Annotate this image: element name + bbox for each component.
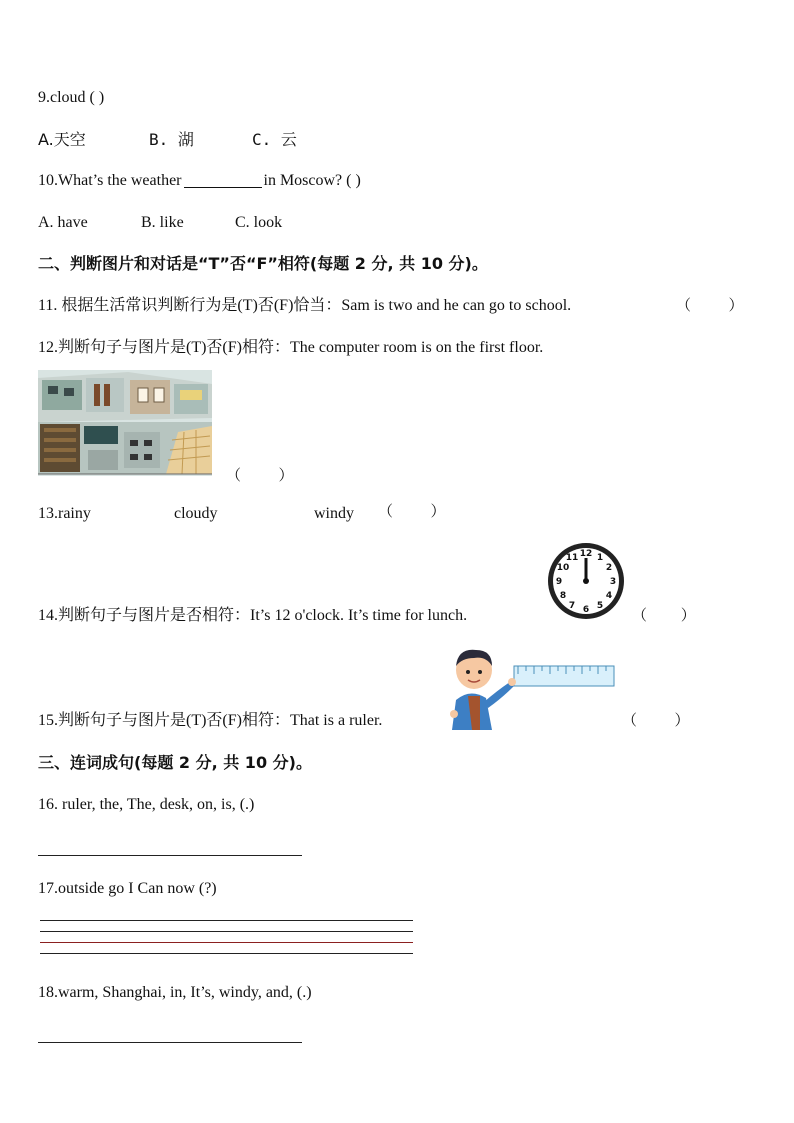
svg-text:7: 7: [568, 601, 576, 611]
q9-option-a: A.天空: [38, 130, 86, 149]
section-3-title: 三、连词成句(每题 2 分, 共 10 分)。: [38, 753, 312, 772]
q9-option-c: C. 云: [252, 130, 297, 149]
svg-text:10: 10: [556, 563, 570, 573]
q18-answer-line[interactable]: [38, 1042, 302, 1043]
svg-text:5: 5: [596, 601, 604, 611]
q14-stem: 14.判断句子与图片是否相符：It’s 12 o'clock. It’s time for lunch.: [38, 607, 468, 624]
q13-word-rainy: 13.rainy: [38, 505, 91, 522]
q15-answer-paren[interactable]: （ ）: [622, 713, 690, 729]
svg-text:1: 1: [596, 553, 604, 563]
q12-answer-paren[interactable]: （ ）: [226, 468, 294, 484]
q13-word-windy: windy: [314, 505, 354, 522]
svg-text:8: 8: [559, 591, 567, 601]
q17-stem: 17.outside go I Can now (?): [38, 880, 217, 897]
q10-blank[interactable]: [184, 171, 262, 188]
svg-text:2: 2: [605, 563, 613, 573]
q13-word-cloudy: cloudy: [174, 505, 218, 522]
q17-line-3: [40, 942, 413, 943]
svg-text:6: 6: [582, 605, 590, 615]
q17-line-2: [40, 931, 413, 932]
q9-option-b: B. 湖: [149, 130, 194, 149]
q10-stem-before: 10.What’s the weather: [38, 172, 182, 189]
boy-pointing-ruler-image: [446, 644, 618, 730]
svg-text:12: 12: [579, 549, 593, 559]
q10-stem-after: in Moscow? ( ): [263, 172, 361, 189]
q10-stem: [38, 171, 361, 191]
q10-option-c: C. look: [235, 214, 283, 231]
q17-line-1: [40, 920, 413, 921]
svg-text:4: 4: [605, 591, 613, 601]
q13-answer-paren[interactable]: （ ）: [378, 504, 446, 520]
q17-line-4: [40, 953, 413, 954]
q10-option-b: B. like: [141, 214, 184, 231]
q18-stem: 18.warm, Shanghai, in, It’s, windy, and, (.): [38, 984, 312, 1001]
q11-stem: 11. 根据生活常识判断行为是(T)否(F)恰当：Sam is two and he can go to school.: [38, 297, 572, 314]
q16-stem: 16. ruler, the, The, desk, on, is, (.): [38, 796, 255, 813]
school-building-image: [38, 370, 212, 476]
q16-answer-line[interactable]: [38, 855, 302, 856]
clock-icon: [546, 540, 626, 622]
q14-answer-paren[interactable]: （ ）: [632, 608, 696, 624]
svg-text:9: 9: [555, 577, 563, 587]
q15-stem: 15.判断句子与图片是(T)否(F)相符：That is a ruler.: [38, 712, 383, 729]
svg-text:3: 3: [609, 577, 617, 587]
q12-stem: 12.判断句子与图片是(T)否(F)相符：The computer room is on the first floor.: [38, 339, 544, 356]
section-2-title: 二、判断图片和对话是“T”否“F”相符(每题 2 分, 共 10 分)。: [38, 254, 488, 273]
svg-text:11: 11: [565, 553, 579, 563]
q10-option-a: A. have: [38, 214, 88, 231]
q11-answer-paren[interactable]: （ ）: [676, 298, 744, 314]
q9-stem: 9.cloud ( ): [38, 89, 105, 106]
